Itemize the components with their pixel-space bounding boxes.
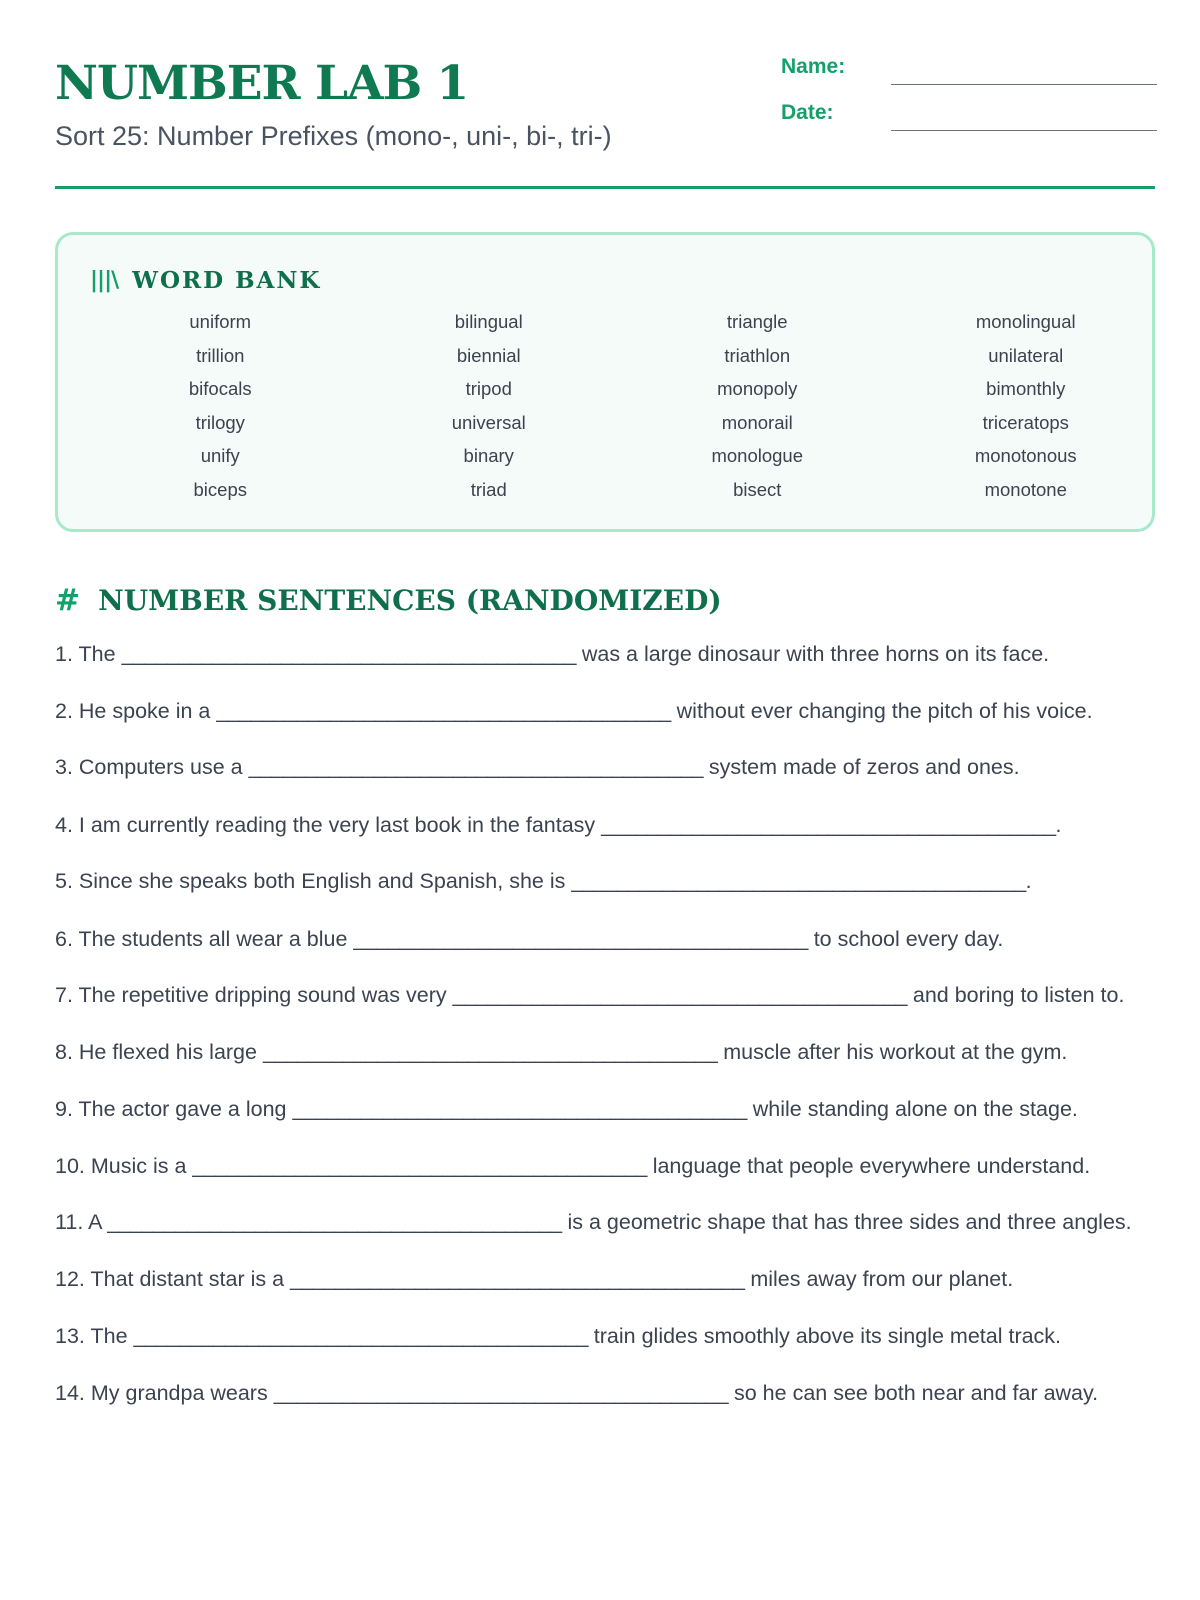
answer-blank[interactable]: ________________________________________ bbox=[248, 755, 703, 779]
name-write-line bbox=[891, 84, 1157, 85]
sentence-text-after: to school every day. bbox=[813, 926, 1004, 951]
word-bank-word: biceps bbox=[193, 478, 247, 500]
answer-blank[interactable]: ________________________________________ bbox=[262, 1039, 718, 1064]
sentence-item bbox=[55, 751, 1160, 784]
word-bank-word: monotonous bbox=[974, 445, 1077, 467]
word-bank-word: unilateral bbox=[988, 344, 1064, 366]
sentence-text-before: 9. The actor gave a long bbox=[55, 1097, 287, 1121]
date-write-line bbox=[891, 130, 1157, 131]
word-bank-word: triad bbox=[470, 478, 507, 500]
word-bank-word: monolingual bbox=[975, 311, 1076, 332]
answer-blank[interactable]: ________________________________________ bbox=[571, 869, 1026, 893]
word-bank-word: triangle bbox=[726, 311, 788, 332]
word-bank-box bbox=[55, 232, 1155, 532]
word-bank-word: bifocals bbox=[188, 378, 252, 400]
library-icon: |||\ bbox=[90, 267, 119, 293]
word-bank-word: unify bbox=[200, 445, 240, 467]
answer-blank[interactable]: ________________________________________ bbox=[353, 926, 808, 951]
sentence-text-before: 2. He spoke in a bbox=[55, 698, 211, 723]
answer-blank[interactable]: ________________________________________ bbox=[133, 1324, 588, 1348]
sentence-text-before: 5. Since she speaks both English and Spanish, she is bbox=[55, 869, 566, 893]
sentence-item bbox=[55, 809, 1160, 842]
sentence-item bbox=[55, 923, 1160, 956]
sentence-text-before: 7. The repetitive dripping sound was very bbox=[55, 983, 447, 1007]
sentence-item bbox=[55, 1150, 1160, 1183]
sentence-text-after: and boring to listen to. bbox=[912, 983, 1125, 1007]
word-bank-word: tripod bbox=[465, 378, 512, 400]
answer-blank[interactable]: ________________________________________ bbox=[216, 698, 671, 723]
sentence-item bbox=[55, 1320, 1160, 1353]
sentence-item bbox=[55, 1263, 1160, 1296]
sentence-item bbox=[55, 638, 1160, 671]
answer-blank[interactable]: ________________________________________ bbox=[107, 1210, 562, 1234]
sentence-item bbox=[55, 1206, 1160, 1239]
sentence-text-before: 6. The students all wear a blue bbox=[55, 926, 348, 951]
sentence-text-after: so he can see both near and far away. bbox=[734, 1380, 1099, 1405]
sentences-title: NUMBER SENTENCES (RANDOMIZED) bbox=[98, 583, 722, 617]
sentence-text-before: 8. He flexed his large bbox=[55, 1039, 257, 1064]
answer-blank[interactable]: ________________________________________ bbox=[290, 1266, 745, 1291]
sentence-item bbox=[55, 1377, 1160, 1410]
sentence-item bbox=[55, 695, 1160, 728]
word-bank-word: triceratops bbox=[982, 411, 1069, 433]
word-bank-word: universal bbox=[451, 411, 526, 433]
sentence-text-before: 11. A bbox=[55, 1210, 102, 1234]
word-bank-word: trilogy bbox=[195, 411, 245, 433]
word-bank-word: trillion bbox=[196, 344, 245, 366]
sentence-text-after: muscle after his workout at the gym. bbox=[723, 1039, 1068, 1064]
word-bank-heading bbox=[90, 265, 321, 295]
word-bank-word: monotone bbox=[984, 478, 1067, 500]
name-field bbox=[781, 55, 1200, 85]
page-subtitle: Sort 25: Number Prefixes (mono-, uni-, bi-, tri-) bbox=[55, 121, 612, 151]
sentence-text-after: miles away from our planet. bbox=[750, 1266, 1014, 1291]
word-bank-word: biennial bbox=[456, 344, 521, 366]
word-bank-word: triathlon bbox=[724, 344, 791, 366]
word-bank-word: binary bbox=[463, 445, 514, 467]
sentence-text-after: is a geometric shape that has three sides and three angles. bbox=[567, 1210, 1132, 1234]
sentence-text-after: while standing alone on the stage. bbox=[752, 1097, 1078, 1121]
sentence-text-before: 3. Computers use a bbox=[55, 755, 243, 779]
sentence-text-after: language that people everywhere understand. bbox=[652, 1153, 1091, 1178]
answer-blank[interactable]: ________________________________________ bbox=[121, 642, 576, 666]
word-bank-title: WORD BANK bbox=[132, 266, 322, 294]
worksheet-header bbox=[55, 0, 1155, 192]
header-divider bbox=[55, 186, 1155, 189]
sentence-text-before: 4. I am currently reading the very last book in the fantasy bbox=[55, 812, 596, 837]
sentence-text-before: 12. That distant star is a bbox=[55, 1266, 285, 1291]
page-title: NUMBER LAB 1 bbox=[55, 56, 469, 111]
word-bank-word: bilingual bbox=[454, 311, 523, 332]
word-bank-word: bisect bbox=[733, 478, 782, 500]
sentences-heading bbox=[55, 580, 722, 620]
sentence-text-after: was a large dinosaur with three horns on its face. bbox=[581, 642, 1050, 666]
sentence-text-before: 14. My grandpa wears bbox=[55, 1380, 268, 1405]
sentence-text-after: system made of zeros and ones. bbox=[708, 755, 1020, 779]
answer-blank[interactable]: ________________________________________ bbox=[192, 1153, 647, 1178]
sentence-item bbox=[55, 1093, 1160, 1126]
sentence-text-after: train glides smoothly above its single metal track. bbox=[593, 1324, 1062, 1348]
sentence-text-after: . bbox=[1025, 869, 1032, 893]
answer-blank[interactable]: ________________________________________ bbox=[273, 1380, 729, 1405]
word-bank-grid bbox=[68, 305, 1142, 507]
word-bank-word: monopoly bbox=[717, 378, 798, 400]
sentence-text-before: 1. The bbox=[55, 642, 116, 666]
word-bank-word: monorail bbox=[721, 411, 793, 433]
sentence-text-before: 10. Music is a bbox=[55, 1153, 187, 1178]
date-field bbox=[781, 101, 1200, 131]
hash-icon: # bbox=[55, 582, 81, 618]
answer-blank[interactable]: ________________________________________ bbox=[292, 1097, 747, 1121]
sentence-item bbox=[55, 1036, 1160, 1069]
word-bank-word: monologue bbox=[711, 445, 804, 467]
sentence-text-after: . bbox=[1055, 812, 1062, 837]
sentence-item bbox=[55, 979, 1160, 1012]
sentence-text-before: 13. The bbox=[55, 1324, 128, 1348]
sentence-list bbox=[55, 638, 1160, 1409]
name-label: Name: bbox=[781, 55, 846, 78]
answer-blank[interactable]: ________________________________________ bbox=[601, 812, 1056, 837]
word-bank-word: uniform bbox=[189, 311, 252, 332]
sentence-text-after: without ever changing the pitch of his voice. bbox=[676, 698, 1093, 723]
answer-blank[interactable]: ________________________________________ bbox=[452, 983, 907, 1007]
word-bank-word: bimonthly bbox=[986, 378, 1066, 400]
sentence-item bbox=[55, 865, 1160, 898]
date-label: Date: bbox=[781, 101, 834, 124]
